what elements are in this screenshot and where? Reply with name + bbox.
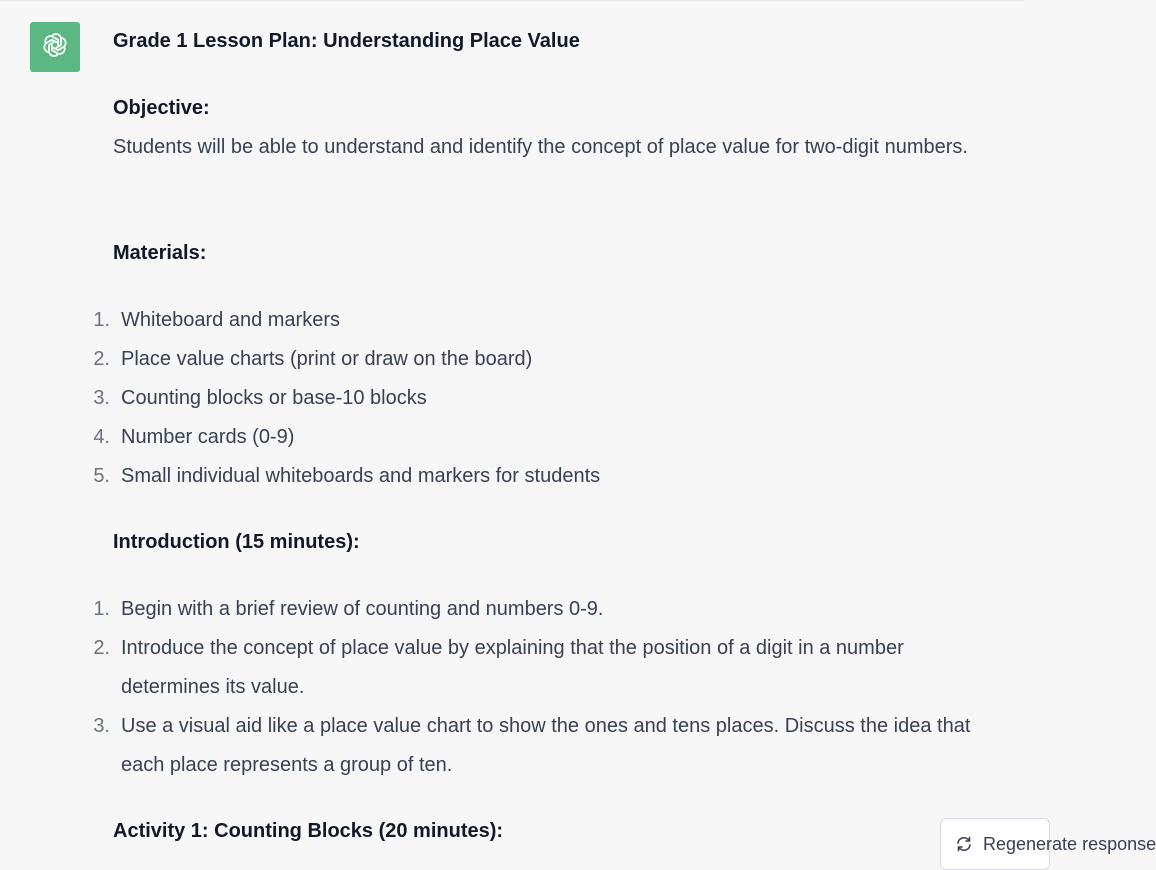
list-item-number: 2. bbox=[93, 637, 110, 659]
message-title: Grade 1 Lesson Plan: Understanding Place Value bbox=[113, 30, 580, 52]
list-item-text: Counting blocks or base-10 blocks bbox=[121, 387, 427, 409]
openai-logo-icon bbox=[40, 30, 70, 65]
materials-heading: Materials: bbox=[113, 242, 207, 264]
list-item-text: Whiteboard and markers bbox=[121, 309, 340, 331]
list-item-number: 5. bbox=[93, 465, 110, 487]
regenerate-button[interactable] bbox=[940, 818, 1156, 870]
objective-heading: Objective: bbox=[113, 97, 210, 119]
list-item-text: Place value charts (print or draw on the board) bbox=[121, 348, 533, 370]
regenerate-label: Regenerate response bbox=[983, 833, 1156, 854]
top-divider bbox=[0, 0, 1024, 1]
list-item-text: Begin with a brief review of counting and numbers 0-9. bbox=[121, 598, 604, 620]
objective-text: Students will be able to understand and identify the concept of place value for two-digit numbers. bbox=[113, 136, 968, 158]
assistant-avatar bbox=[30, 22, 80, 72]
list-item-number: 1. bbox=[93, 309, 110, 331]
list-item-number: 4. bbox=[93, 426, 110, 448]
introduction-heading: Introduction (15 minutes): bbox=[113, 531, 360, 553]
list-item-number: 2. bbox=[93, 348, 110, 370]
list-item-text: Introduce the concept of place value by explaining that the position of a digit in a number determines its value. bbox=[121, 637, 904, 698]
list-item-text: Use a visual aid like a place value chart to show the ones and tens places. Discuss the idea that each place represents a group of ten. bbox=[121, 715, 971, 776]
activity1-heading: Activity 1: Counting Blocks (20 minutes): bbox=[113, 820, 504, 842]
list-item-number: 3. bbox=[93, 387, 110, 409]
list-item-number: 1. bbox=[93, 598, 110, 620]
list-item-text: Small individual whiteboards and markers for students bbox=[121, 465, 601, 487]
refresh-icon bbox=[955, 835, 973, 853]
list-item-text: Number cards (0-9) bbox=[121, 426, 295, 448]
list-item-number: 3. bbox=[93, 715, 110, 737]
